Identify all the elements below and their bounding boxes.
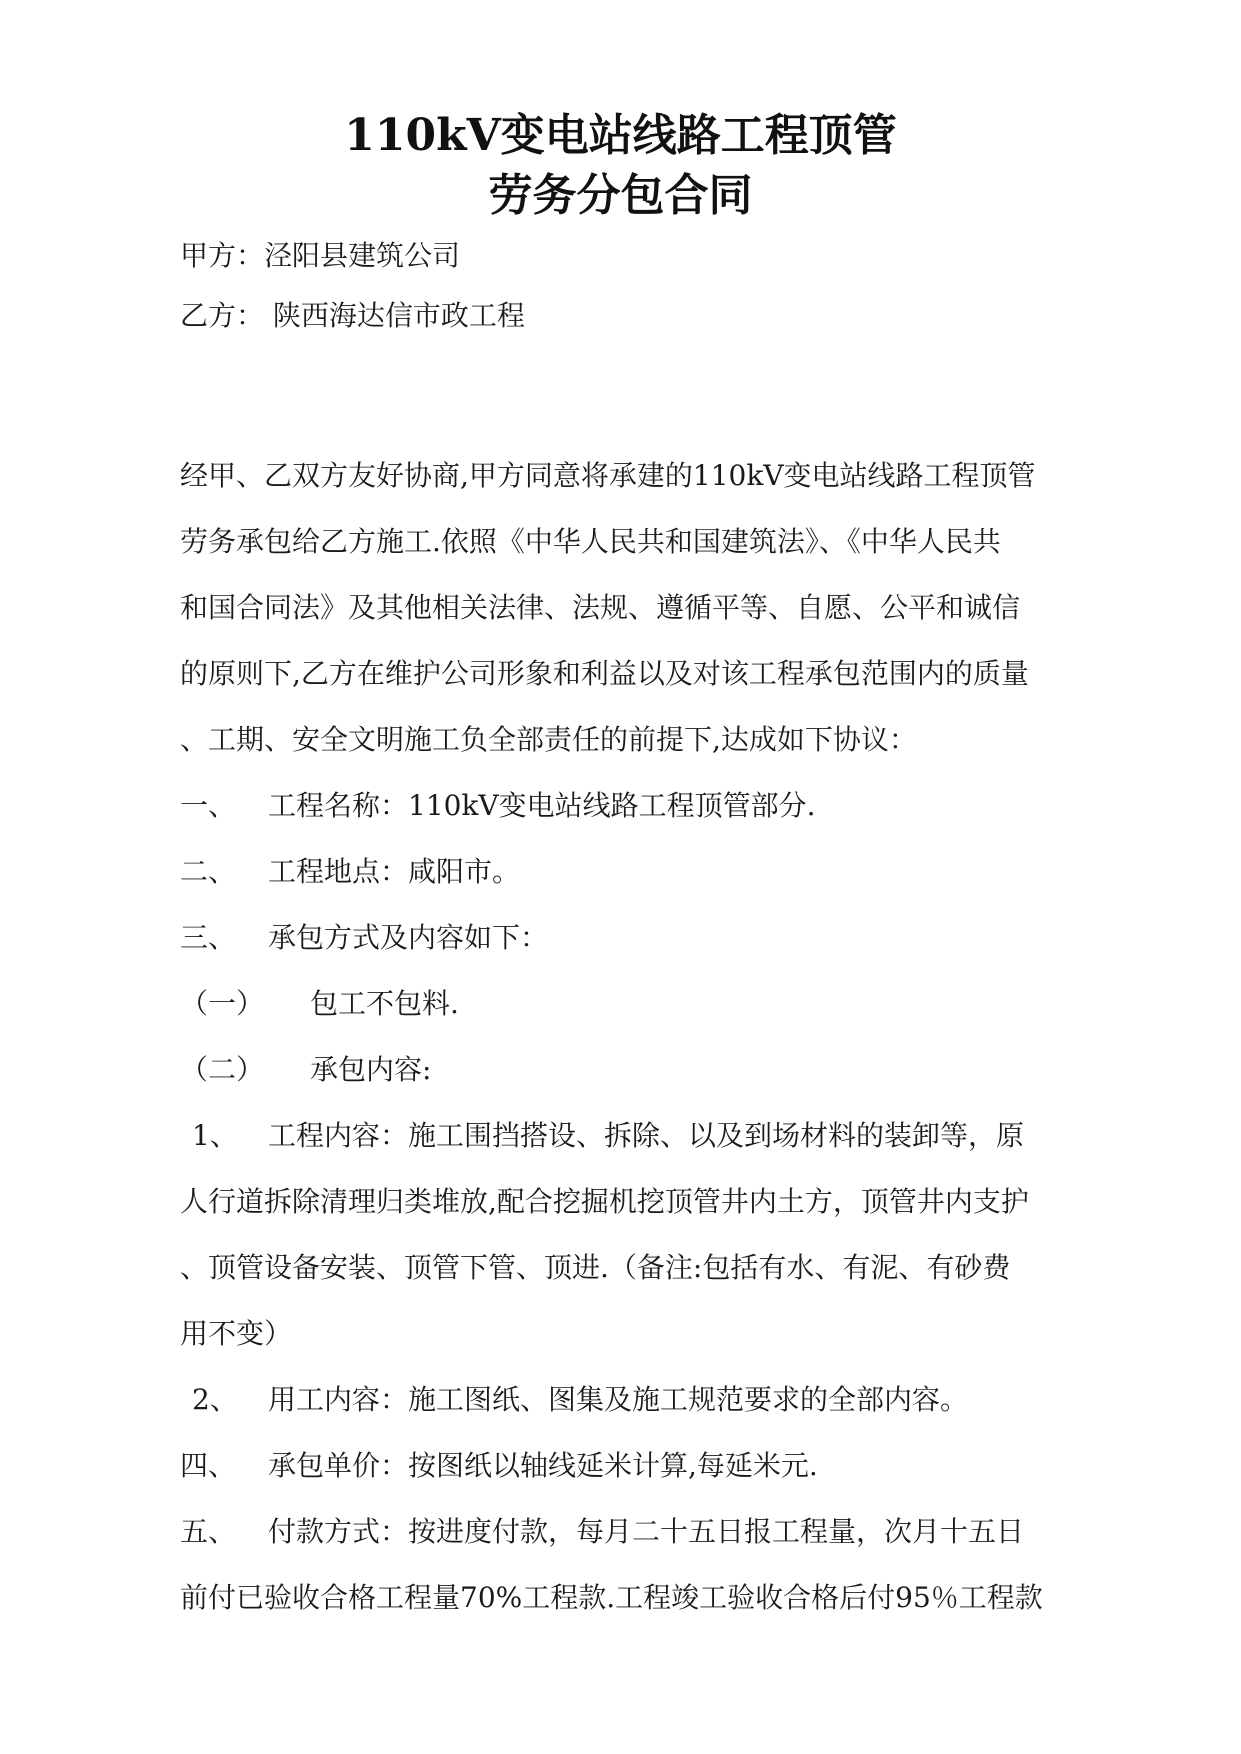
clause-text: 承包单价：按图纸以轴线延米计算,每延米元.	[268, 1449, 818, 1482]
intro-line: 、工期、安全文明施工负全部责任的前提下,达成如下协议：	[180, 723, 917, 756]
clause-text: 工程名称：110kV变电站线路工程顶管部分.	[268, 789, 816, 822]
clause-continuation: 、顶管设备安装、顶管下管、顶进.（备注:包括有水、有泥、有砂费	[180, 1251, 1011, 1284]
clause-text: 付款方式：按进度付款，每月二十五日报工程量，次月十五日	[268, 1515, 1025, 1548]
clause-number: 四、	[180, 1449, 237, 1482]
clause-text: 包工不包料.	[310, 987, 459, 1020]
intro-line: 劳务承包给乙方施工.依照《中华人民共和国建筑法》、《中华人民共	[180, 525, 1001, 558]
clause-text: 工程地点：咸阳市。	[268, 855, 521, 888]
clause-number: 五、	[180, 1515, 237, 1548]
clause-item	[180, 1380, 968, 1420]
clause-item	[180, 1050, 431, 1090]
intro-line: 的原则下,乙方在维护公司形象和利益以及对该工程承包范围内的质量	[180, 657, 1029, 690]
clause-item	[180, 1116, 1024, 1156]
clause-item	[180, 1512, 1024, 1552]
clause-text: 用工内容：施工图纸、图集及施工规范要求的全部内容。	[268, 1383, 969, 1416]
intro-line: 经甲、乙双方友好协商,甲方同意将承建的110kV变电站线路工程顶管	[180, 459, 1036, 492]
clause-text: 承包方式及内容如下：	[268, 921, 549, 954]
clause-number: 1、	[192, 1119, 238, 1152]
document-title-line-1: 110kV变电站线路工程顶管	[344, 110, 897, 161]
clause-item	[180, 852, 520, 892]
clause-text: 承包内容:	[310, 1053, 432, 1086]
intro-line: 和国合同法》及其他相关法律、法规、遵循平等、自愿、公平和诚信	[180, 591, 1021, 624]
clause-number: （二）	[180, 1053, 265, 1086]
clause-number: 2、	[192, 1383, 238, 1416]
clause-item	[180, 918, 548, 958]
clause-continuation: 人行道拆除清理归类堆放,配合挖掘机挖顶管井内土方，顶管井内支护	[180, 1185, 1029, 1218]
clause-number: （一）	[180, 987, 265, 1020]
document-title-line-2: 劳务分包合同	[488, 170, 753, 221]
clause-item	[180, 786, 816, 826]
clause-continuation: 用不变）	[180, 1317, 293, 1350]
clause-continuation: 前付已验收合格工程量70%工程款.工程竣工验收合格后付95％工程款	[180, 1581, 1043, 1614]
clause-text: 工程内容：施工围挡搭设、拆除、以及到场材料的装卸等，原	[268, 1119, 1025, 1152]
clause-number: 二、	[180, 855, 237, 888]
clause-item	[180, 984, 459, 1024]
party-a: 甲方：泾阳县建筑公司	[180, 239, 461, 272]
clause-item	[180, 1446, 818, 1486]
clause-number: 一、	[180, 789, 237, 822]
party-b: 乙方： 陕西海达信市政工程	[180, 299, 525, 332]
clause-number: 三、	[180, 921, 237, 954]
